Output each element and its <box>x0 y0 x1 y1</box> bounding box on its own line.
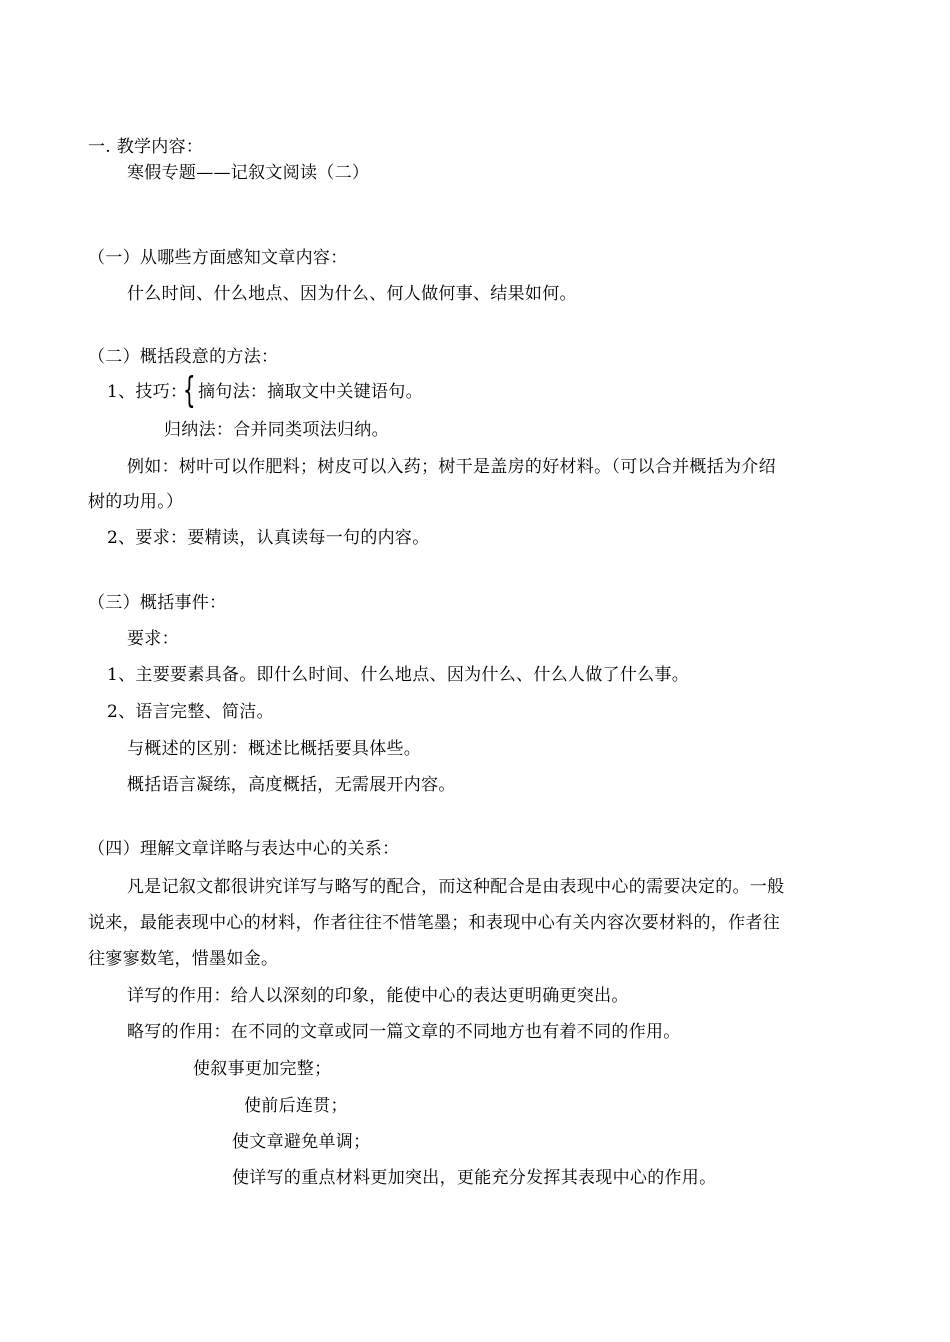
use-item-4: 使详写的重点材料更加突出，更能充分发挥其表现中心的作用。 <box>232 1168 717 1188</box>
section-2-requirement: 2、要求：要精读，认真读每一句的内容。 <box>107 528 430 548</box>
requirement-2: 2、语言完整、简洁。 <box>107 702 274 722</box>
example-line-1: 例如：树叶可以作肥料；树皮可以入药；树干是盖房的好材料。（可以合并概括为介绍 <box>127 457 776 477</box>
detail-writing-use: 详写的作用：给人以深刻的印象，能使中心的表达更明确更突出。 <box>127 986 629 1006</box>
requirement-1: 1、主要要素具备。即什么时间、什么地点、因为什么、什么人做了什么事。 <box>107 665 690 685</box>
section-3-heading: （三）概括事件： <box>88 593 227 613</box>
use-item-1: 使叙事更加完整； <box>193 1059 332 1079</box>
topic-title: 寒假专题——记叙文阅读（二） <box>127 163 370 183</box>
brief-writing-use: 略写的作用：在不同的文章或同一篇文章的不同地方也有着不同的作用。 <box>127 1022 681 1042</box>
use-item-3: 使文章避免单调； <box>232 1132 371 1152</box>
paragraph-line-2: 说来，最能表现中心的材料，作者往往不惜笔墨；和表现中心有关内容次要材料的，作者往 <box>88 913 780 933</box>
brace-icon: { <box>183 370 196 411</box>
technique-label: 1、技巧： <box>107 382 188 402</box>
section-2-heading: （二）概括段意的方法： <box>88 347 279 367</box>
technique-method-induce: 归纳法：合并同类项法归纳。 <box>164 420 389 440</box>
difference-line-1: 与概述的区别：概述比概括要具体些。 <box>127 739 422 759</box>
section-1-body: 什么时间、什么地点、因为什么、何人做何事、结果如何。 <box>127 284 577 304</box>
paragraph-line-1: 凡是记叙文都很讲究详写与略写的配合，而这种配合是由表现中心的需要决定的。一般 <box>127 877 785 897</box>
section-1-heading: （一）从哪些方面感知文章内容： <box>88 248 348 268</box>
difference-line-2: 概括语言凝练，高度概括，无需展开内容。 <box>127 775 456 795</box>
requirements-label: 要求： <box>127 629 179 649</box>
teaching-content-heading: 一. 教学内容： <box>88 137 204 157</box>
technique-method-extract: 摘句法：摘取文中关键语句。 <box>198 382 423 402</box>
section-4-heading: （四）理解文章详略与表达中心的关系： <box>88 839 400 859</box>
example-line-2: 树的功用。） <box>88 492 184 512</box>
use-item-2: 使前后连贯； <box>244 1096 348 1116</box>
paragraph-line-3: 往寥寥数笔，惜墨如金。 <box>88 949 279 969</box>
